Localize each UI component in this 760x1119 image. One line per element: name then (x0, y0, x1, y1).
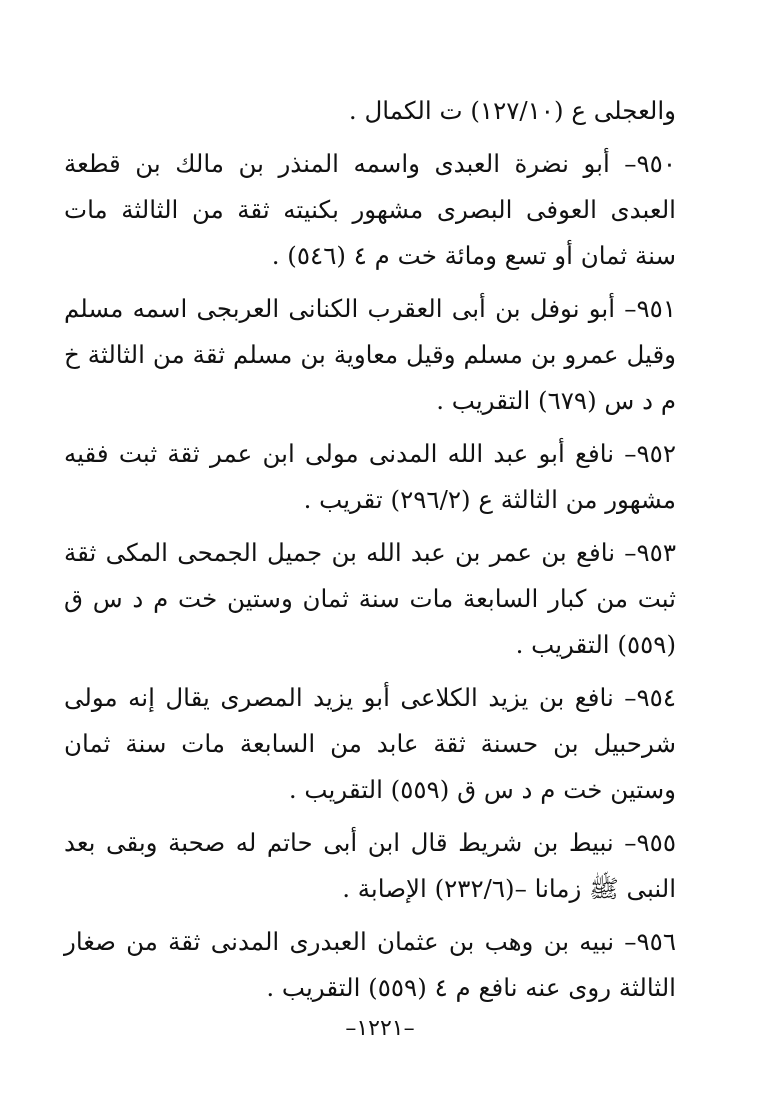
page-number: –١٢٢١– (345, 1016, 415, 1041)
entry-955: ٩٥٥– نبيط بن شريط قال ابن أبى حاتم له صحبة وبقى بعد النبى ﷺ زمانا –(٢٣٢/٦) الإصابة . (64, 828, 676, 903)
entry-954: ٩٥٤– نافع بن يزيد الكلاعى أبو يزيد المصرى يقال إنه مولى شرحبيل بن حسنة ثقة عابد من السابعة مات سنة ثمان وستين خت م د س ق (٥٥٩) التقريب . (64, 683, 676, 804)
continuation-line: والعجلى ع (١٢٧/١٠) ت الكمال . (348, 96, 676, 125)
entry-950: ٩٥٠– أبو نضرة العبدى واسمه المنذر بن مالك بن قطعة العبدى العوفى البصرى مشهور بكنيته ثقة من الثالثة مات سنة ثمان أو تسع ومائة خت م ٤ (٥٤٦) . (64, 149, 676, 270)
entry-953: ٩٥٣– نافع بن عمر بن عبد الله بن جميل الجمحى المكى ثقة ثبت من كبار السابعة مات سنة ثمان وستين خت م د س ق (٥٥٩) التقريب . (64, 538, 676, 659)
entry-952: ٩٥٢– نافع أبو عبد الله المدنى مولى ابن عمر ثقة ثبت فقيه مشهور من الثالثة ع (٢٩٦/٢) تقريب . (64, 439, 676, 514)
entry-956: ٩٥٦– نبيه بن وهب بن عثمان العبدرى المدنى ثقة من صغار الثالثة روى عنه نافع م ٤ (٥٥٩) التقريب . (64, 927, 676, 1002)
entry-951: ٩٥١– أبو نوفل بن أبى العقرب الكنانى العربجى اسمه مسلم وقيل عمرو بن مسلم وقيل معاوية بن مسلم ثقة من الثالثة خ م د س (٦٧٩) التقريب . (64, 294, 676, 415)
page-body (64, 88, 676, 1018)
